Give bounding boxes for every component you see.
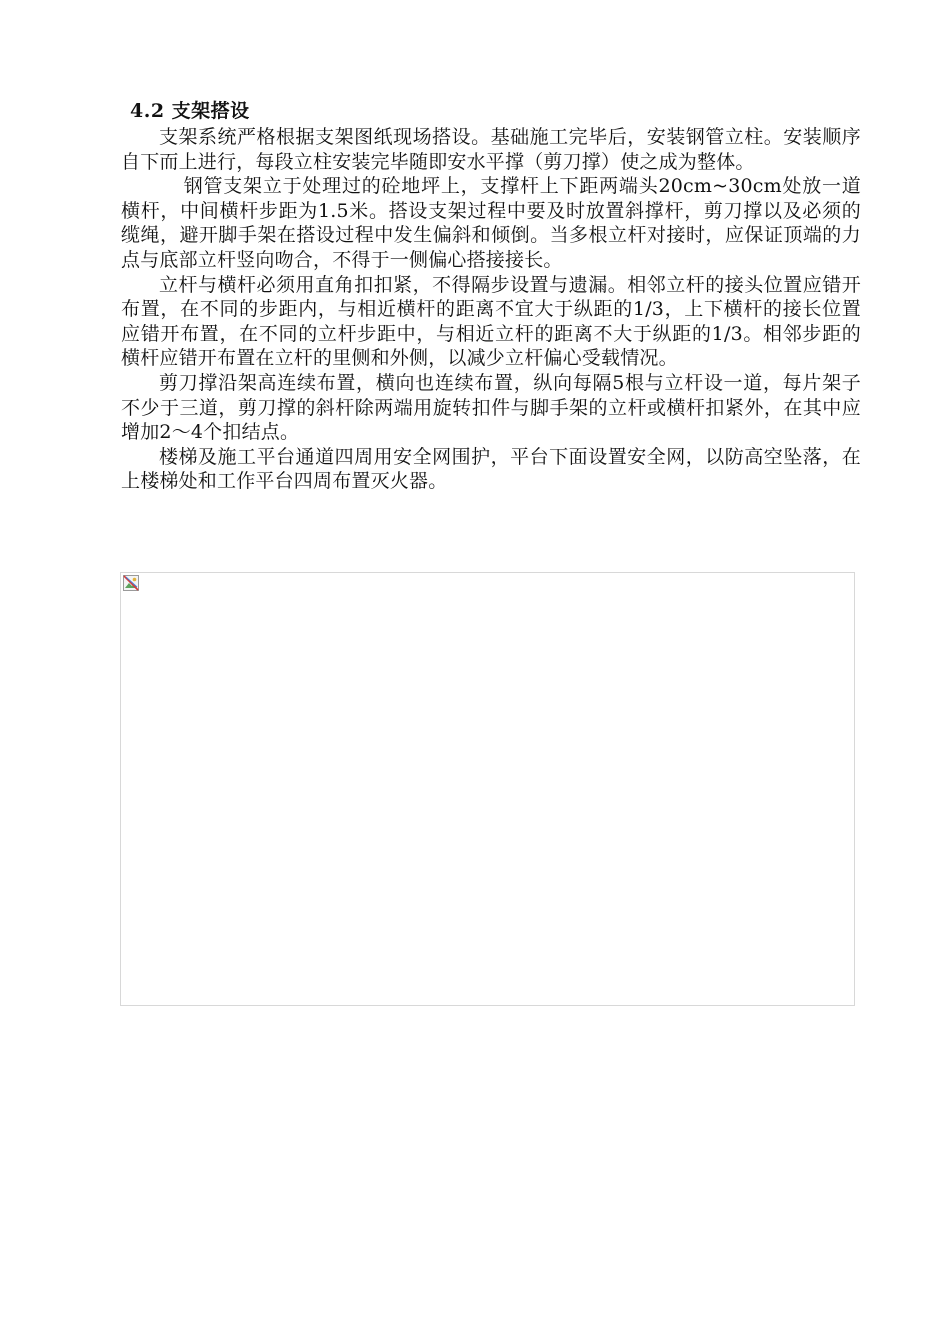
- paragraph-pole-crossbar: 立杆与横杆必须用直角扣扣紧，不得隔步设置与遗漏。相邻立杆的接头位置应错开布置，在不同的步距内，与相近横杆的距离不宜大于纵距的1/3，上下横杆的接长位置应错开布置，在不同的立杆步距中，与相近立杆的距离不大于纵距的1/3。相邻步距的横杆应错开布置在立杆的里侧和外侧，以减少立杆偏心受载情况。: [121, 273, 861, 370]
- embedded-image-placeholder: [120, 572, 855, 1006]
- paragraph-scissor-brace: 剪刀撑沿架高连续布置，横向也连续布置，纵向每隔5根与立杆设一道，每片架子不少于三道，剪刀撑的斜杆除两端用旋转扣件与脚手架的立杆或横杆扣紧外，在其中应增加2～4个扣结点。: [121, 371, 861, 444]
- document-body: [121, 98, 861, 494]
- section-heading: 4.2 支架搭设: [130, 100, 250, 122]
- broken-image-icon: [123, 575, 139, 591]
- paragraph-support-system: 支架系统严格根据支架图纸现场搭设。基础施工完毕后，安装钢管立柱。安装顺序自下而上进行，每段立柱安装完毕随即安水平撑（剪刀撑）使之成为整体。: [121, 126, 861, 173]
- paragraph-steel-pipe-support: 钢管支架立于处理过的砼地坪上，支撑杆上下距两端头20cm~30cm处放一道横杆，中间横杆步距为1.5米。搭设支架过程中要及时放置斜撑杆，剪刀撑以及必须的缆绳，避开脚手架在搭设过程中发生偏斜和倾倒。当多根立杆对接时，应保证顶端的力点与底部立杆竖向吻合，不得于一侧偏心搭接接长。: [121, 175, 861, 271]
- paragraph-safety-net: 楼梯及施工平台通道四周用安全网围护，平台下面设置安全网，以防高空坠落，在上楼梯处和工作平台四周布置灭火器。: [121, 445, 861, 493]
